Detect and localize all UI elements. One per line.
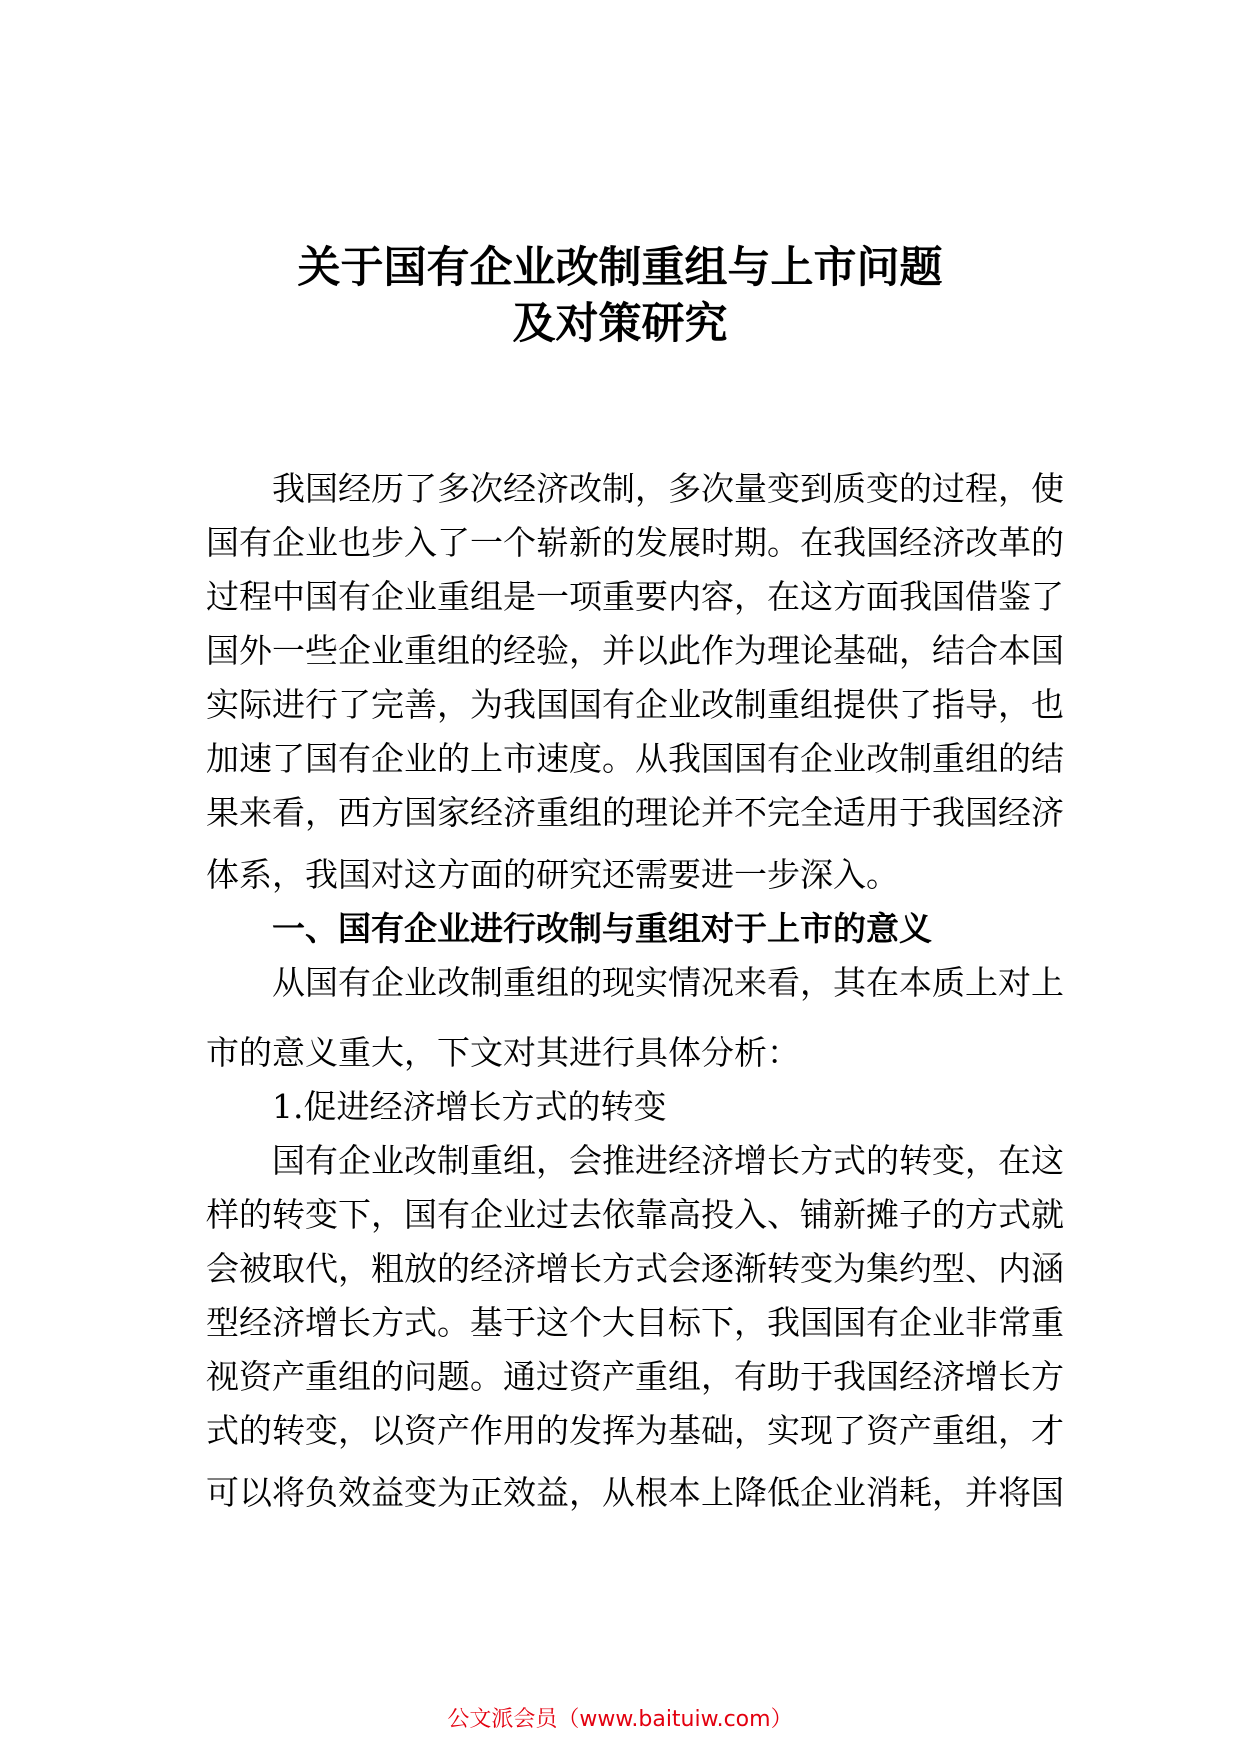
paragraph-intro [206,462,1064,902]
paragraph-line: 型经济增长方式。基于这个大目标下，我国国有企业非常重 [206,1303,1064,1342]
line-gap [206,1458,1064,1466]
paragraph-line: 式的转变，以资产作用的发挥为基础，实现了资产重组，才 [206,1411,1064,1450]
paragraph-line: 实际进行了完善，为我国国有企业改制重组提供了指导，也 [206,685,1064,724]
paragraph-line: 过程中国有企业重组是一项重要内容，在这方面我国借鉴了 [206,577,1064,616]
line-gap [206,1010,1064,1018]
line-gap [206,1018,1064,1026]
section-heading-1: 一、国有企业进行改制与重组对于上市的意义 [272,909,932,948]
paragraph-line: 从国有企业改制重组的现实情况来看，其在本质上对上 [272,963,1064,1002]
paragraph-line: 国有企业也步入了一个崭新的发展时期。在我国经济改革的 [206,523,1064,562]
paragraph-line: 国有企业改制重组，会推进经济增长方式的转变，在这 [272,1141,1064,1180]
paragraph-line: 加速了国有企业的上市速度。从我国国有企业改制重组的结 [206,739,1064,778]
paragraph-growth-mode [206,1134,1064,1520]
paragraph-line: 会被取代，粗放的经济增长方式会逐渐转变为集约型、内涵 [206,1249,1064,1288]
paragraph-line: 视资产重组的问题。通过资产重组，有助于我国经济增长方 [206,1357,1064,1396]
paragraph-line: 我国经历了多次经济改制，多次量变到质变的过程，使 [272,469,1064,508]
paragraph-line: 体系，我国对这方面的研究还需要进一步深入。 [206,855,899,894]
title-line-1: 关于国有企业改制重组与上市问题 [297,243,943,293]
paragraph-line: 国外一些企业重组的经验，并以此作为理论基础，结合本国 [206,631,1064,670]
line-gap [206,840,1064,848]
paragraph-line: 样的转变下，国有企业过去依靠高投入、铺新摊子的方式就 [206,1195,1064,1234]
document-body [206,462,1064,1520]
title-line-2: 及对策研究 [512,299,728,349]
document-title [0,240,1240,352]
footer-watermark: 公文派会员（www.baituiw.com） [447,1707,793,1732]
paragraph-line: 果来看，西方国家经济重组的理论并不完全适用于我国经济 [206,793,1064,832]
paragraph-line: 可以将负效益变为正效益，从根本上降低企业消耗，并将国 [206,1473,1064,1512]
paragraph-line: 市的意义重大，下文对其进行具体分析： [206,1033,800,1072]
paragraph-significance [206,956,1064,1080]
subsection-heading-1: 1.促进经济增长方式的转变 [272,1087,667,1126]
